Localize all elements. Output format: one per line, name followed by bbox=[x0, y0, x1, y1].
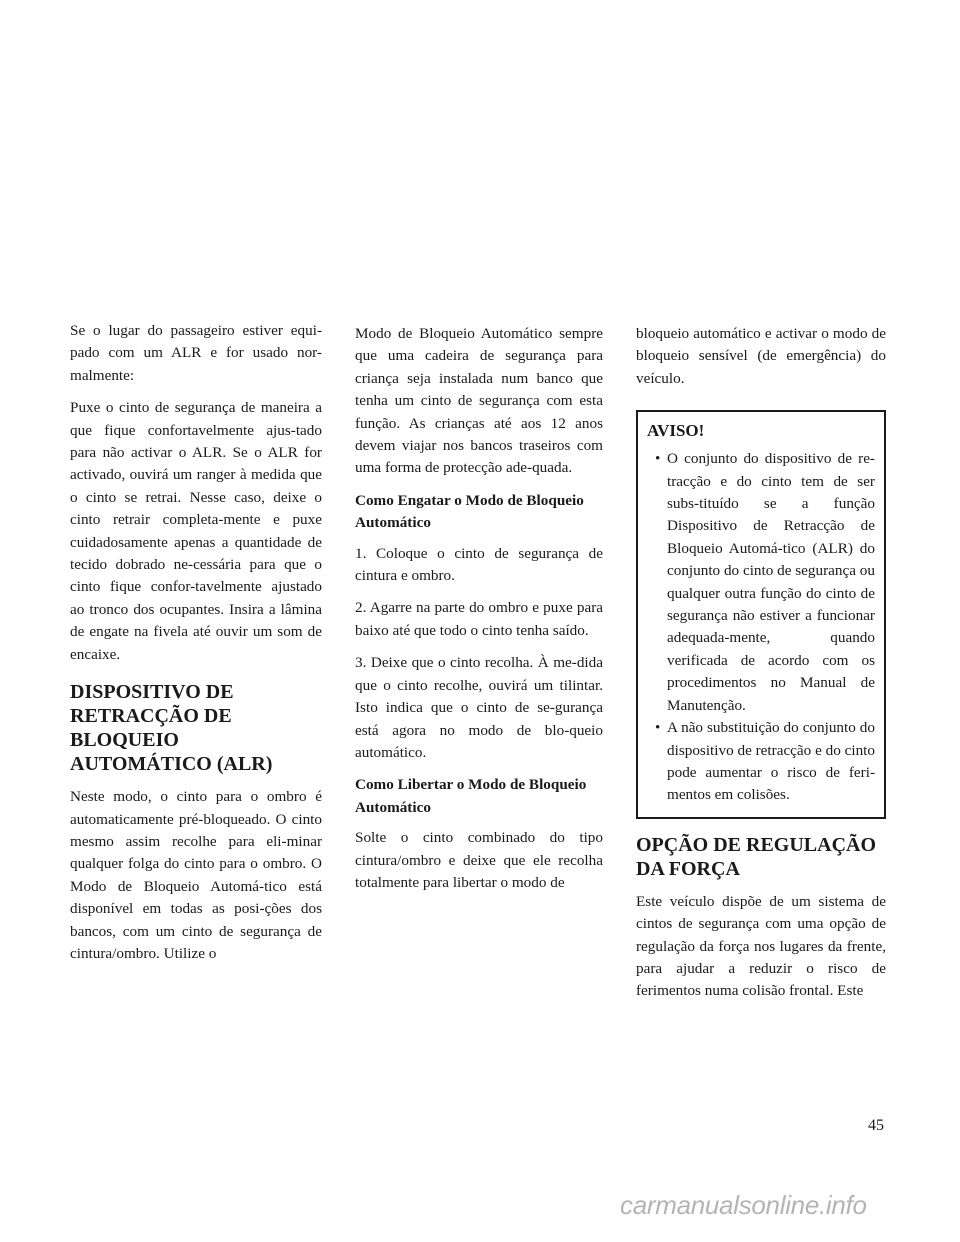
paragraph: Modo de Bloqueio Automático sempre que uma cadeira de segurança para criança seja instalada num banco que tenha um cinto de segurança com esta função. As crianças até aos 12 anos devem viajar nos bancos traseiros com uma forma de protecção ade-quada. bbox=[355, 325, 603, 477]
subheading-engage: Como Engatar o Modo de Bloqueio Automático bbox=[355, 491, 584, 532]
step-1: 1. Coloque o cinto de segurança de cintura e ombro. bbox=[355, 544, 603, 585]
bullet-icon: • bbox=[655, 450, 661, 468]
step-2: 2. Agarre na parte do ombro e puxe para baixo até que todo o cinto tenha saído. bbox=[355, 599, 603, 639]
warning-item: • O conjunto do dispositivo de re-tracção e do cinto tem de ser subs-tituído se a função Dispositivo de Retracção de Bloqueio Automá-tico (ALR) do conjunto do cinto de segurança ou qualquer outra função do cinto de segurança não estiver a funcionar adequada-mente, quando verificada de acordo com os procedimentos no Manual de Manutenção. bbox=[655, 450, 875, 714]
watermark: carmanualsonline.info bbox=[620, 1190, 867, 1220]
column-1 bbox=[70, 320, 322, 975]
paragraph: Puxe o cinto de segurança de maneira a que fique confortavelmente ajus-tado para não activar o ALR. Se o ALR for activado, ouvirá um ranger à medida que o cinto se retrai. Nesse caso, deixe o cinto retrair completa-mente e puxe cuidadosamente apenas a quantidade de tecido dobrado ne-cessária para que o cinto fique confor-tavelmente ajustado ao tronco dos ocupantes. Insira a lâmina de engate na fivela até ouvir um som de encaixe. bbox=[70, 399, 322, 663]
step-3: 3. Deixe que o cinto recolha. À me-dida que o cinto recolhe, ouvirá um tilintar. Isto indica que o cinto de se-gurança está agora no modo de blo-queio automático. bbox=[355, 654, 603, 761]
warning-item: • A não substituição do conjunto do dispositivo de retracção e do cinto pode aumentar o risco de feri-mentos em colisões. bbox=[655, 719, 875, 804]
bullet-icon: • bbox=[655, 719, 661, 737]
subheading-release: Como Libertar o Modo de Bloqueio Automático bbox=[355, 776, 587, 816]
column-3 bbox=[636, 323, 886, 1013]
warning-box bbox=[636, 410, 886, 819]
paragraph: Este veículo dispõe de um sistema de cintos de segurança com uma opção de regulação da força nos lugares da frente, para ajudar a reduzir o risco de ferimentos numa colisão frontal. Este bbox=[636, 892, 886, 1000]
paragraph: Se o lugar do passageiro estiver equi-pado com um ALR e for usado nor-malmente: bbox=[70, 322, 322, 384]
warning-title: AVISO! bbox=[647, 421, 705, 441]
section-heading-force: OPÇÃO DE REGULAÇÃO DA FORÇA bbox=[636, 833, 877, 880]
paragraph: Solte o cinto combinado do tipo cintura/ombro e deixe que ele recolha totalmente para libertar o modo de bbox=[355, 829, 603, 891]
page-number: 45 bbox=[868, 1117, 884, 1134]
section-heading-alr: DISPOSITIVO DE RETRACÇÃO DE BLOQUEIO AUTOMÁTICO (ALR) bbox=[70, 681, 273, 776]
paragraph: bloqueio automático e activar o modo de bloqueio sensível (de emergência) do veículo. bbox=[636, 325, 886, 387]
paragraph: Neste modo, o cinto para o ombro é automaticamente pré-bloqueado. O cinto mesmo assim recolhe para eli-minar qualquer folga do cinto para o ombro. O Modo de Bloqueio Automá-tico está disponível em todas as posi-ções dos bancos, com um cinto de segurança de cintura/ombro. Utilize o bbox=[70, 788, 322, 962]
warning-list bbox=[647, 448, 875, 807]
column-2 bbox=[355, 323, 603, 904]
